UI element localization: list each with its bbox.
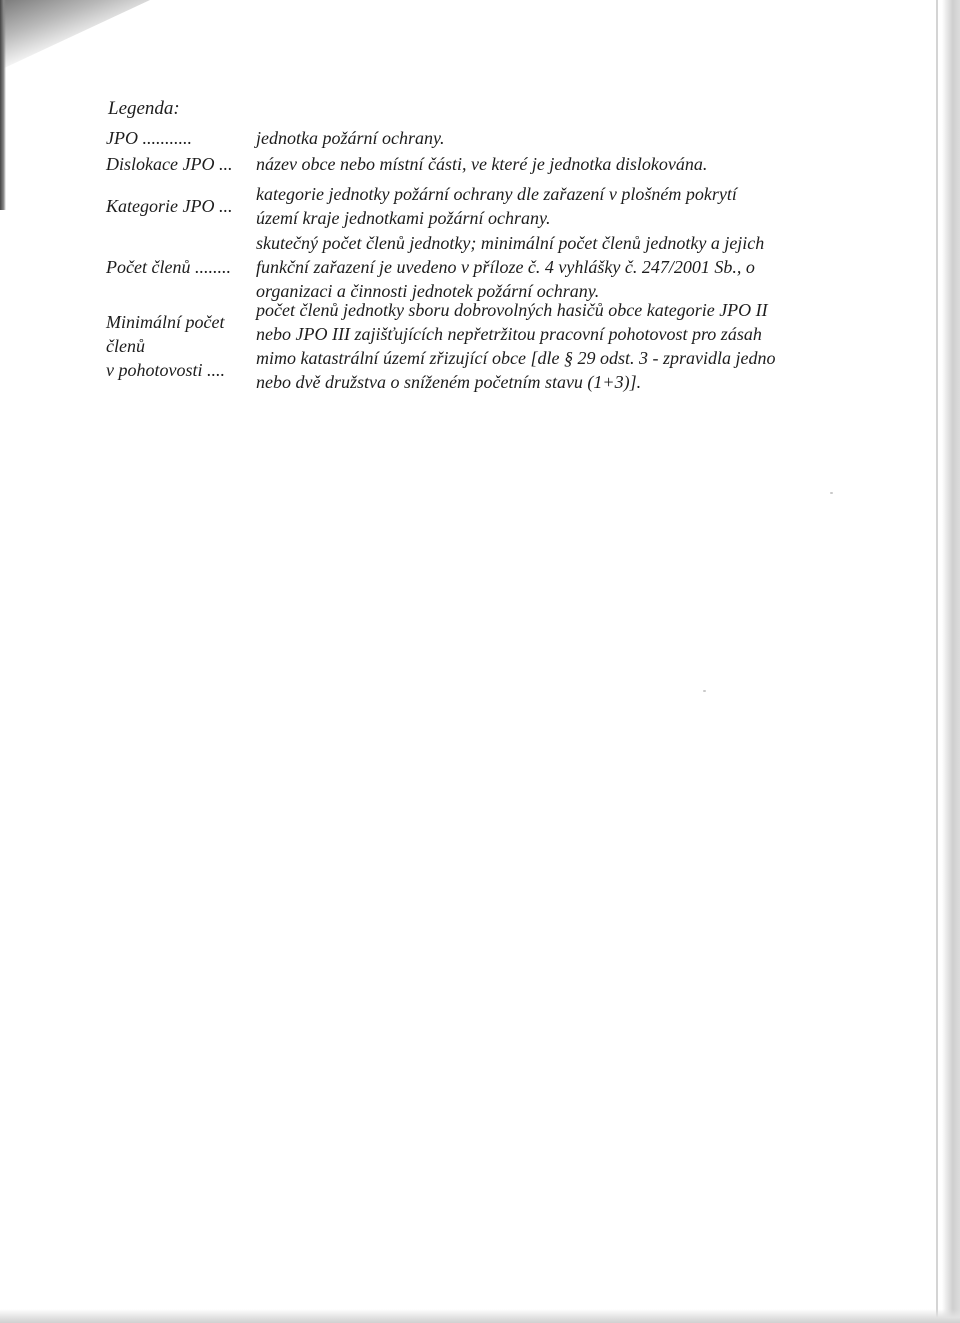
definition-line: skutečný počet členů jednotky; minimální počet členů jednotky a jejich — [256, 233, 765, 253]
legend-term: Počet členů ........ — [106, 257, 231, 277]
legend-entry-kategorie — [106, 182, 826, 230]
legend-entry-pocet-clenu — [106, 231, 826, 303]
scan-speck — [830, 492, 833, 494]
legend-definition — [256, 298, 826, 394]
definition-line: nebo dvě družstva o sníženém početním stavu (1+3)]. — [256, 372, 642, 392]
legend-entry-dislokace — [106, 152, 826, 176]
definition-line: jednotka požární ochrany. — [256, 128, 445, 148]
scan-speck — [703, 690, 706, 692]
definition-line: nebo JPO III zajišťujících nepřetržitou pracovní pohotovost pro zásah — [256, 324, 762, 344]
scan-right-edge-line — [936, 0, 938, 1323]
definition-line: kategorie jednotky požární ochrany dle zařazení v plošném pokrytí — [256, 184, 737, 204]
definition-line: mimo katastrální území zřizující obce [dle § 29 odst. 3 - zpravidla jedno — [256, 348, 776, 368]
legend-term — [106, 310, 256, 382]
legend-term: Kategorie JPO ... — [106, 196, 233, 216]
legend-definition — [256, 152, 826, 176]
definition-line: počet členů jednotky sboru dobrovolných hasičů obce kategorie JPO II — [256, 300, 768, 320]
definition-line: území kraje jednotkami požární ochrany. — [256, 208, 551, 228]
legend-entry-minimalni-pocet — [106, 298, 826, 394]
legend-entry-jpo — [106, 126, 826, 150]
scan-right-edge — [942, 0, 960, 1323]
definition-line: název obce nebo místní části, ve které je jednotka dislokována. — [256, 154, 708, 174]
scan-corner-shadow — [0, 0, 150, 70]
definition-line: organizaci a činnosti jednotek požární ochrany. — [256, 281, 600, 301]
legend-title: Legenda: — [108, 98, 180, 119]
term-line: v pohotovosti .... — [106, 360, 225, 380]
legend-definition — [256, 231, 826, 303]
term-line: členů — [106, 336, 145, 356]
scan-left-edge — [0, 0, 6, 210]
scan-bottom-edge — [0, 1309, 960, 1323]
term-line: Minimální počet — [106, 312, 225, 332]
legend-term: Dislokace JPO ... — [106, 154, 233, 174]
legend-definition — [256, 126, 826, 150]
definition-line: funkční zařazení je uvedeno v příloze č. 4 vyhlášky č. 247/2001 Sb., o — [256, 257, 755, 277]
legend-definition — [256, 182, 826, 230]
legend-term: JPO ........... — [106, 128, 192, 148]
